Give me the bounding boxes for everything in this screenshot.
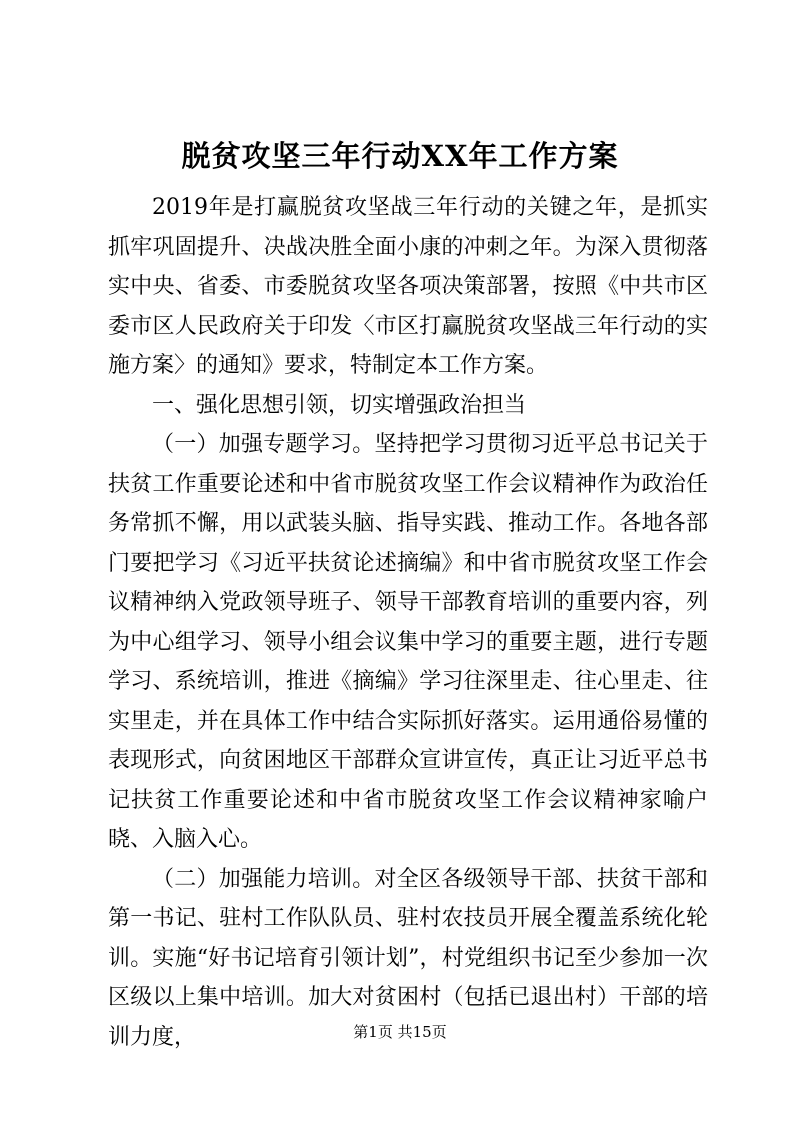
subsection-paragraph-1: （一）加强专题学习。坚持把学习贯彻习近平总书记关于扶贫工作重要论述和中省市脱贫攻坚工作会议精神作为政治任务常抓不懈，用以武装头脑、指导实践、推动工作。各地各部门要把学习《习近平扶贫论述摘编》和中省市脱贫攻坚工作会议精神纳入党政领导班子、领导干部教育培训的重要内容，列为中心组学习、领导小组会议集中学习的重要主题，进行专题学习、系统培训，推进《摘编》学习往深里走、往心里走、往实里走，并在具体工作中结合实际抓好落实。运用通俗易懂的表现形式，向贫困地区干部群众宣讲宣传，真正让习近平总书记扶贫工作重要论述和中省市脱贫攻坚工作会议精神家喻户晓、入脑入心。 xyxy=(108,432,708,852)
page-number-footer: 第1页 共15页 xyxy=(353,1023,447,1041)
intro-paragraph: 2019年是打赢脱贫攻坚战三年行动的关键之年，是抓实抓牢巩固提升、决战决胜全面小康的冲刺之年。为深入贯彻落实中央、省委、市委脱贫攻坚各项决策部署，按照《中共市区委市区人民政府关于印发〈市区打赢脱贫攻坚战三年行动的实施方案〉的通知》要求，特制定本工作方案。 xyxy=(108,195,708,378)
section-heading-1: 一、强化思想引领，切实增强政治担当 xyxy=(152,392,527,418)
subsection-paragraph-2: （二）加强能力培训。对全区各级领导干部、扶贫干部和第一书记、驻村工作队队员、驻村农技员开展全覆盖系统化轮训。实施“好书记培育引领计划”，村党组织书记至少参加一次区级以上集中培训。加大对贫困村（包括已退出村）干部的培训力度， xyxy=(108,866,708,1050)
document-body xyxy=(108,188,708,1057)
document-title: 脱贫攻坚三年行动XX年工作方案 xyxy=(181,139,619,173)
